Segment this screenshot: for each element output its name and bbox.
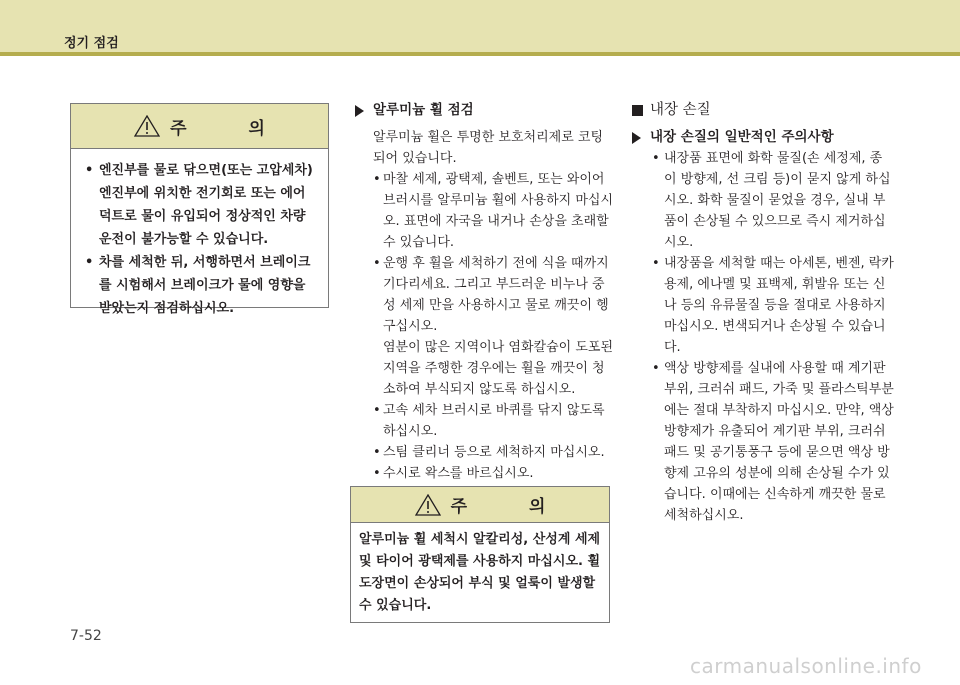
list-item: • 고속 세차 브러시로 바퀴를 닦지 않도록 하십시오. [355,400,613,442]
section-title-text: 내장 손질 [650,102,711,118]
list-item: • 스팀 클리너 등으로 세척하지 마십시오. [355,442,613,463]
list-item: • 액상 방향제를 실내에 사용할 때 계기판 부위, 크러쉬 패드, 가죽 및 플라스틱부분에는 절대 부착하지 마십시오. 만약, 액상 방향제가 유출되어 계기판 부위, 크러쉬 패드 및 공기통풍구 등에 묻으면 액상 방향제 고유의 성분에 의해 손상될 수가 있습니다. 이때에는 신속하게 깨끗한 물로 세척하십시오. [632,358,894,526]
list-item: • 운행 후 휠을 세척하기 전에 식을 때까지 기다리세요. 그리고 부드러운 비누나 중성 세제 만을 사용하시고 물로 깨끗이 헹구십시오. [355,253,613,337]
caution-body [351,523,609,623]
triangle-arrow-icon [632,132,641,144]
warning-triangle-icon [415,494,441,516]
caution-text: 알루미늄 휠 세척시 알칼리성, 산성계 세제 및 타이어 광택제를 사용하지 마십시오. 휠 도장면이 손상되어 부식 및 얼룩이 발생할 수 있습니다. [359,532,601,613]
list-item: • 내장품을 세척할 때는 아세톤, 벤젠, 락카 용제, 에나멜 및 표백제, 휘발유 또는 신나 등의 유류물질 등을 절대로 사용하지 마십시오. 변색되거나 손상될 수 있습니다. [632,253,894,358]
caution-body [71,149,328,330]
intro-paragraph: 알루미늄 휠은 투명한 보호처리제로 코팅 되어 있습니다. [373,130,604,166]
caution-box-middle [350,486,610,623]
caution-title: 주 의 [170,118,293,139]
caution-item: • 엔진부를 물로 닦으면(또는 고압세차) 엔진부에 위치한 전기회로 또는 에어덕트로 물이 유입되어 정상적인 차량운전이 불가능할 수 있습니다. [85,159,314,251]
watermark: carmanualsonline.info [690,654,922,678]
list-item: • 내장품 표면에 화학 물질(손 세정제, 종이 방향제, 선 크림 등)이 묻지 않게 하십시오. 화학 물질이 묻었을 경우, 실내 부품이 손상될 수 있으므로 즉시 제거하십시오. [632,148,894,253]
list-item-continuation: 염분이 많은 지역이나 염화칼슘이 도포된 지역을 주행한 경우에는 휠을 깨끗이 청소하여 부식되지 않도록 하십시오. [383,340,614,397]
triangle-arrow-icon [355,105,364,117]
header-rule [0,52,960,56]
caution-title: 주 의 [450,497,574,517]
caution-header [351,487,609,523]
list-item: • 수시로 왁스를 바르십시오. [355,463,613,484]
section-heading [355,100,613,121]
page-header [0,0,960,52]
heading-text: 내장 손질의 일반적인 주의사항 [650,129,834,145]
list-item: • 마찰 세제, 광택제, 솔벤트, 또는 와이어 브러시를 알루미늄 휠에 사용하지 마십시오. 표면에 자국을 내거나 손상을 초래할 수 있습니다. [355,169,613,253]
heading-text: 알루미늄 휠 점검 [373,102,474,118]
page-number: 7-52 [70,628,102,644]
caution-box-left [70,103,329,316]
header-title: 정기 점검 [64,36,119,51]
right-column [632,100,894,526]
caution-item: • 차를 세척한 뒤, 서행하면서 브레이크를 시험해서 브레이크가 물에 영향을 받았는지 점검하십시오. [85,251,314,320]
warning-triangle-icon [134,115,160,137]
subsection-heading [632,127,894,148]
caution-header [71,104,328,149]
middle-column [355,100,613,484]
section-title [632,100,894,121]
square-bullet-icon [632,105,643,116]
